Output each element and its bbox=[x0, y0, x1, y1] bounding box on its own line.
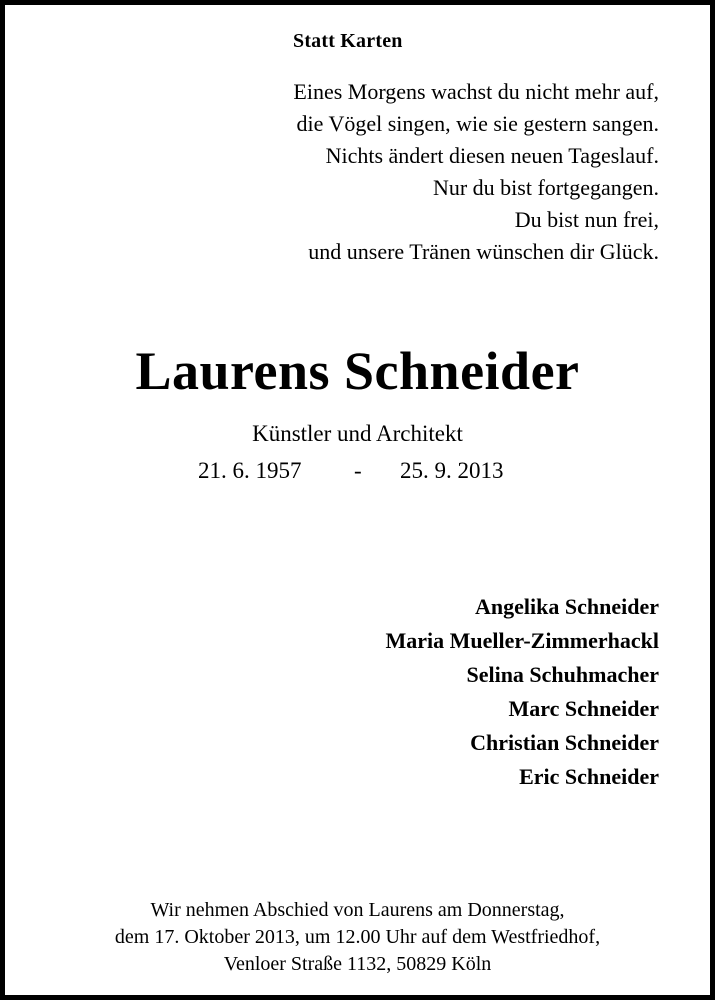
poem-line: Du bist nun frei, bbox=[514, 207, 659, 232]
mourner-name: Angelika Schneider bbox=[475, 594, 659, 619]
poem-line: Eines Morgens wachst du nicht mehr auf, bbox=[293, 79, 659, 104]
deceased-name: Laurens Schneider bbox=[135, 341, 580, 401]
poem-line: die Vögel singen, wie sie gestern sangen. bbox=[296, 111, 659, 136]
mourner-name: Christian Schneider bbox=[470, 730, 659, 755]
statt-karten-heading: Statt Karten bbox=[293, 30, 403, 52]
mourner-name: Maria Mueller-Zimmerhackl bbox=[385, 628, 659, 653]
funeral-notice-line: dem 17. Oktober 2013, um 12.00 Uhr auf dem Westfriedhof, bbox=[114, 926, 601, 948]
poem-line: und unsere Tränen wünschen dir Glück. bbox=[308, 239, 659, 264]
birth-date: 21. 6. 1957 bbox=[198, 458, 302, 483]
funeral-notice-line: Venloer Straße 1132, 50829 Köln bbox=[223, 953, 492, 975]
mourner-name: Marc Schneider bbox=[508, 696, 659, 721]
mourner-name: Selina Schuhmacher bbox=[466, 662, 659, 687]
death-date: 25. 9. 2013 bbox=[400, 458, 504, 483]
mourners-list bbox=[386, 590, 660, 794]
poem bbox=[293, 76, 659, 268]
poem-line: Nur du bist fortgegangen. bbox=[432, 175, 659, 200]
date-separator: - bbox=[354, 458, 362, 483]
deceased-occupation: Künstler und Architekt bbox=[252, 421, 463, 446]
funeral-notice-line: Wir nehmen Abschied von Laurens am Donnerstag, bbox=[150, 899, 565, 921]
poem-line: Nichts ändert diesen neuen Tageslauf. bbox=[325, 143, 659, 168]
mourner-name: Eric Schneider bbox=[519, 764, 659, 789]
funeral-notice bbox=[0, 897, 715, 978]
